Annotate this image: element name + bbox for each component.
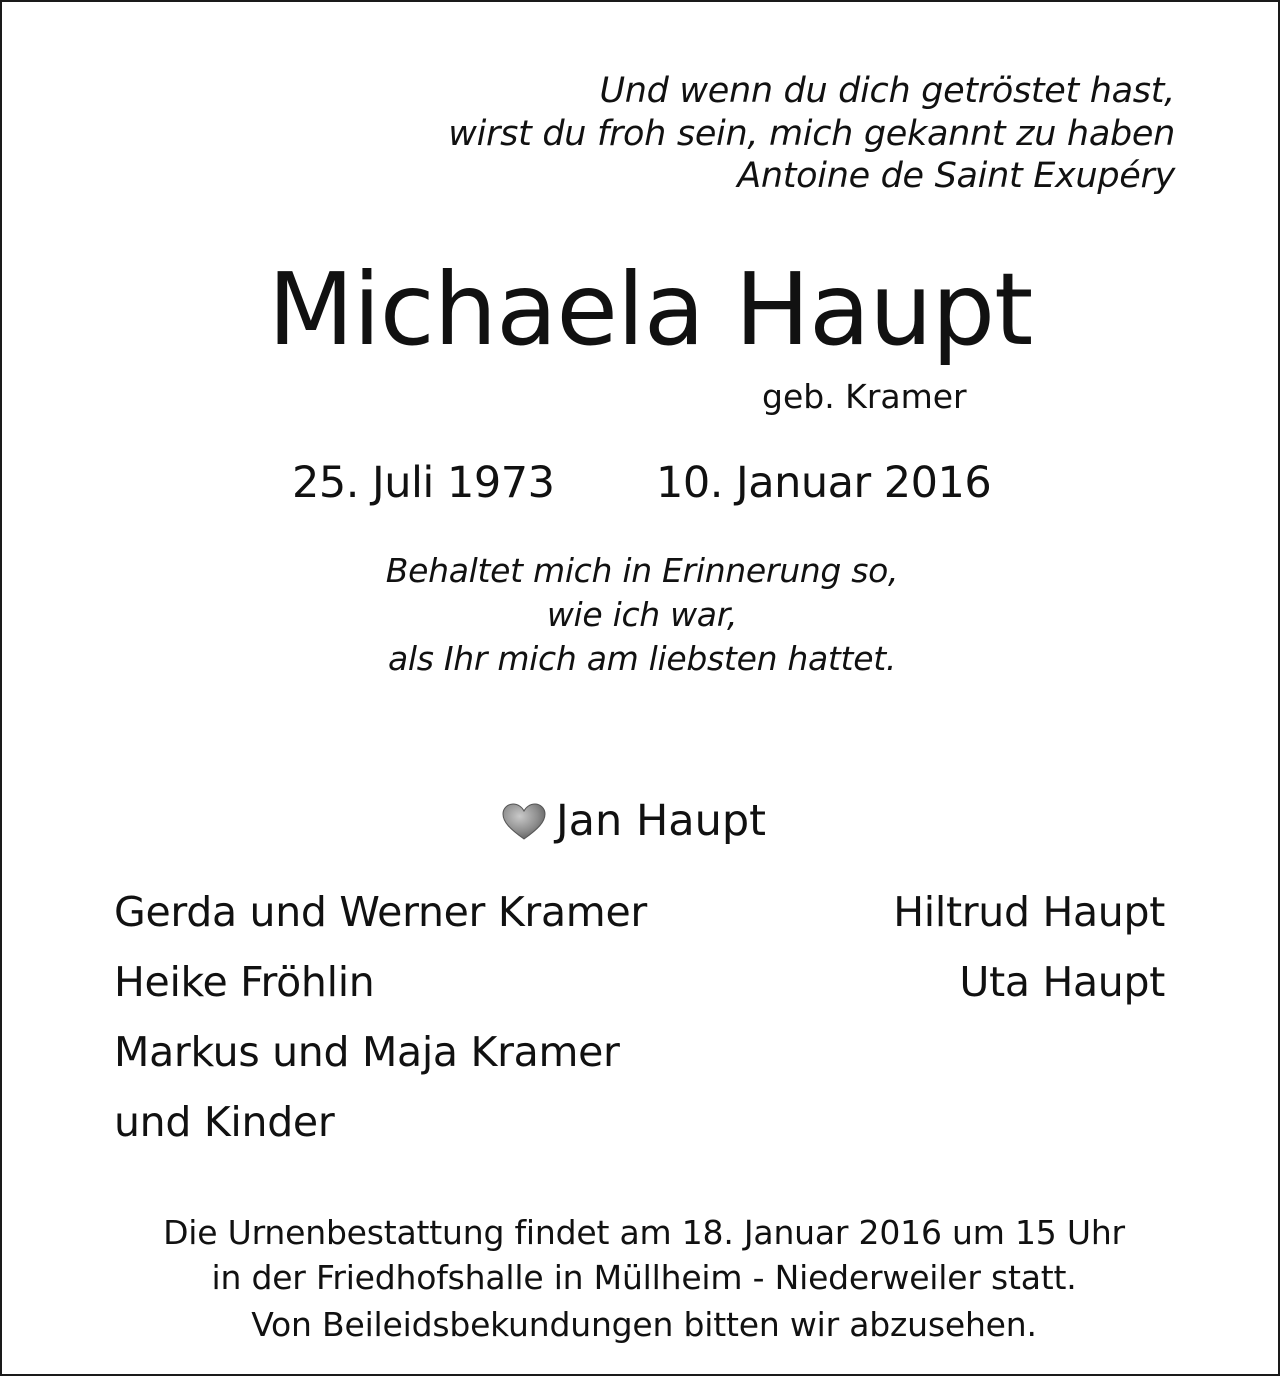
mourner-left-3: Markus und Maja Kramer [114, 1028, 620, 1076]
mourner-right-1: Hiltrud Haupt [893, 888, 1165, 936]
partner-line [500, 796, 767, 846]
birth-date: 25. Juli 1973 [292, 458, 555, 508]
death-date: 10. Januar 2016 [656, 458, 992, 508]
maiden-name: geb. Kramer [762, 377, 967, 416]
funeral-notice-line-1: Die Urnenbestattung findet am 18. Januar 2016 um 15 Uhr [163, 1213, 1125, 1252]
verse-line-3: als Ihr mich am liebsten hattet. [387, 639, 897, 678]
epigraph-line-1: Und wenn du dich getröstet hast, [599, 71, 1175, 111]
verse-line-1: Behaltet mich in Erinnerung so, [385, 551, 899, 590]
epigraph-author: Antoine de Saint Exupéry [737, 156, 1175, 196]
heart-icon [500, 802, 548, 842]
mourner-right-2: Uta Haupt [959, 958, 1165, 1006]
partner-name: Jan Haupt [556, 796, 767, 846]
mourner-left-2: Heike Fröhlin [114, 958, 375, 1006]
verse-line-2: wie ich war, [546, 595, 738, 634]
deceased-name: Michaela Haupt [267, 251, 1033, 368]
funeral-notice-line-2: in der Friedhofshalle in Müllheim - Niederweiler statt. [211, 1258, 1077, 1297]
mourner-left-1: Gerda und Werner Kramer [114, 888, 647, 936]
mourner-left-4: und Kinder [114, 1098, 335, 1146]
epigraph-line-2: wirst du froh sein, mich gekannt zu haben [448, 114, 1175, 154]
funeral-notice-line-3: Von Beileidsbekundungen bitten wir abzusehen. [251, 1305, 1037, 1344]
